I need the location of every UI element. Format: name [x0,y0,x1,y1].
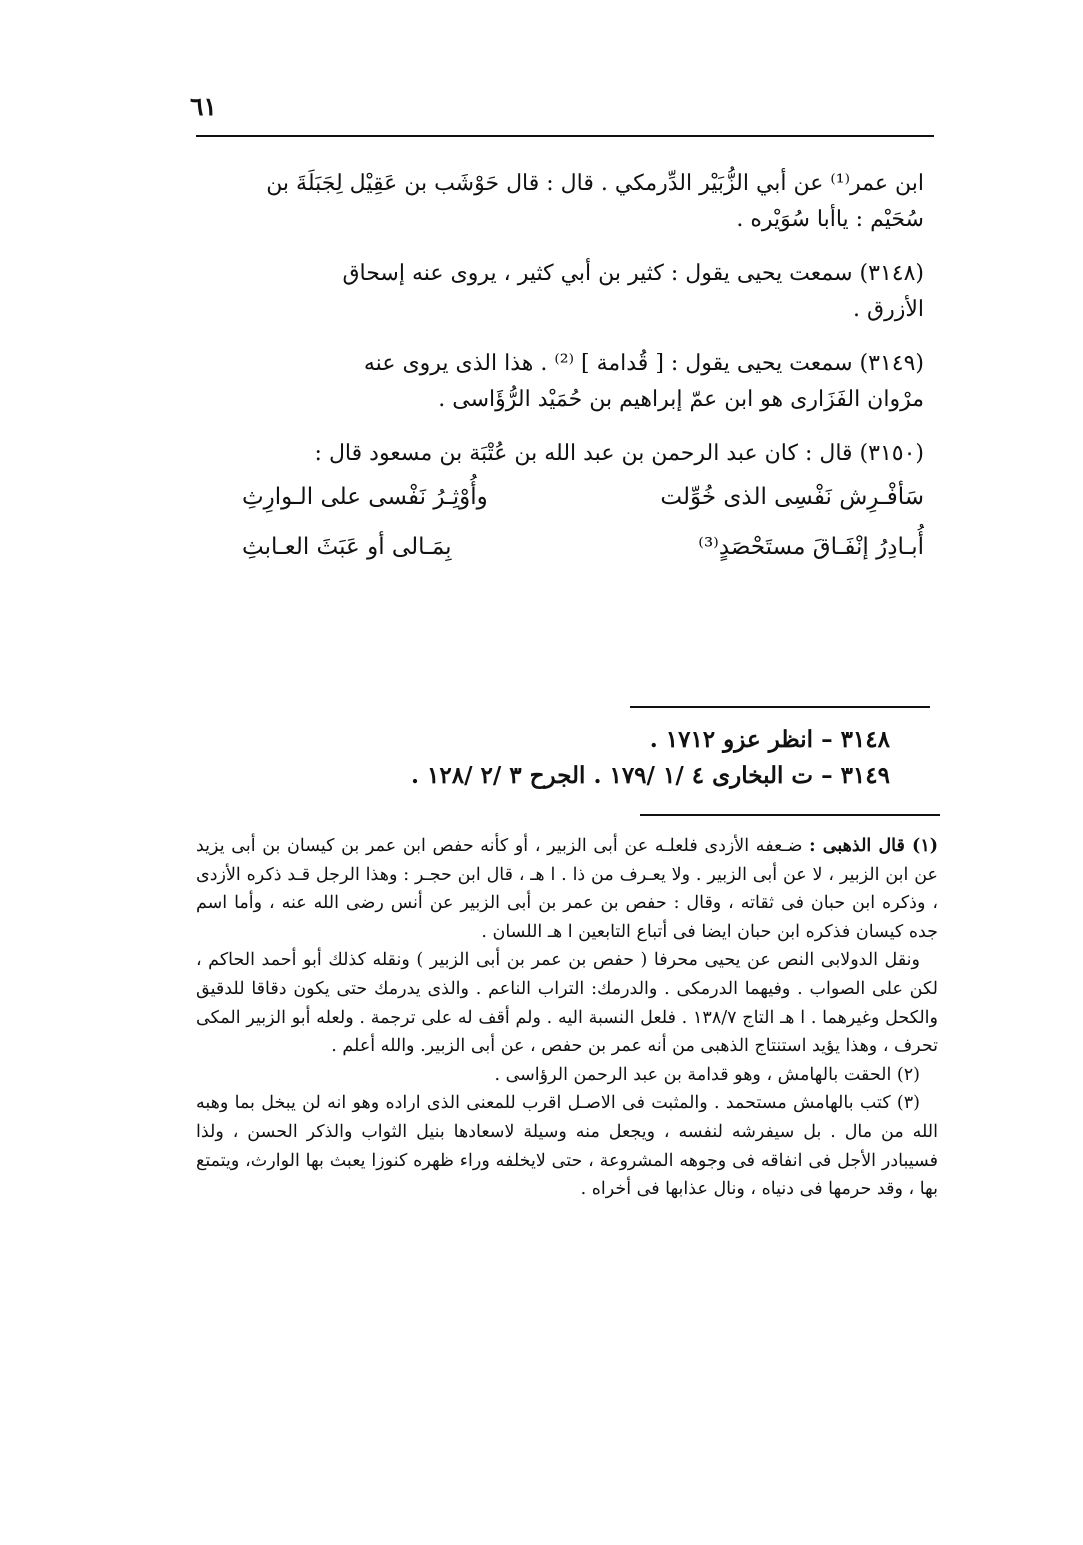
footnote-label: (١) قال الذهبى : [809,836,939,856]
text-line: سُحَيْم : ياأبا سُوَيْره . [736,207,924,232]
footnote-2: (٢) الحقت بالهامش ، وهو قدامة بن عبد الرحمن الرؤاسى . [494,1064,920,1085]
verse-hemistich: أُبـادِرُ إنْفَـاقَ مستَحْصَدٍ⁽³⁾ [698,534,924,560]
verse-line [242,472,924,522]
header-rule [196,135,934,137]
footnote-text: ضـعفه الأزدى فلعلـه عن أبى الزبير ، أو كأنه حفص ابن عمر بن كيسان بن أبى يزيد عن ابن الزبير ، لا عن أبى الزبير . ولا يعـرف من ذا . ا هـ ، قال ابن حجـر : وهذا الرجل قـد ذكره الأزدى ، وذكره ابن حبان فى ثقاته ، وقال : حفص بن عمر بن أبى الزبير عن أنس رضى الله عنه ، وأما اسم جده كيسان فذكره ابن حبان ايضا فى أتباع التابعين ا هـ اللسان . [196,836,938,942]
main-text [196,166,924,572]
footnotes-rule [640,814,940,816]
entry-3149 [196,346,924,418]
verse-hemistich: وأُوْثِـرُ نَفْسى على الـوارِثِ [242,484,488,510]
text-line: الأزرق . [853,297,924,322]
paragraph-continuation [196,166,924,238]
refs-rule [630,706,930,708]
text-line: (٣١٤٩) سمعت يحيى يقول : [ قُدامة ] ⁽²⁾ . هذا الذى يروى عنه [363,351,924,376]
text-line: ابن عمر⁽¹⁾ عن أبي الزُّبَيْر الدِّرمكي . قال : قال حَوْشَب بن عَقِيْل لِجَبَلَةَ بن [266,171,924,196]
verse-line [242,522,924,572]
page-number: ٦١ [190,92,217,121]
footnote-3: (٣) كتب بالهامش مستحمد . والمثبت فى الاصـل اقرب للمعنى الذى اراده وهو انه لن يبخل بما وهبه الله من مال . بل سيفرشه لنفسه ، ويجعل منه وسيلة لاسعادها بنيل الثواب والذكر الحسن ، ولذا فسيبادر الأجل فى انفاقه فى وجوهه المشروعة ، حتى لايخلفه وراء ظهره كنوزا يعبث بها الوارث، ويتمتع بها ، وقد حرمها فى دنياه ، ونال عذابها فى أخراه . [196,1093,938,1200]
reference-line: ٣١٤٨ – انظر عزو ١٧١٢ . [649,726,890,753]
reference-line: ٣١٤٩ – ت البخارى ٤ /١ /١٧٩ . الجرح ٣ /٢ /١٢٨ . [411,762,890,789]
references [360,722,890,794]
text-line: مرْوان الفَزَارى هو ابن عمّ إبراهيم بن حُمَيْد الرُّؤَاسى . [438,387,924,412]
text-line: (٣١٥٠) قال : كان عبد الرحمن بن عبد الله بن عُتْبَة بن مسعود قال : [314,441,924,466]
verse-hemistich: بِمَـالى أو عَبَثَ العـابثِ [242,534,452,560]
entry-3148 [196,256,924,328]
footnote-1 [196,832,938,946]
entry-3150 [196,436,924,572]
text-line: (٣١٤٨) سمعت يحيى يقول : كثير بن أبي كثير ، يروى عنه إسحاق [342,261,924,286]
footnote-1-continued: ونقل الدولابى النص عن يحيى محرفا ( حفص بن عمر بن أبى الزبير ) ونقله كذلك أبو أحمد الحاكم ، لكن على الصواب . وفيهما الدرمكى . والدرمك: التراب الناعم . والذى يدرمك حتى يكون دقاقا للدقيق والكحل وغيرهما . ا هـ التاج ١٣٨/٧ . فلعل النسبة اليه . ولم أقف له على ترجمة . ولعله أبو الزبير المكى تحرف ، وهذا يؤيد استنتاج الذهبى من أنه عمر بن حفص ، عن أبى الزبير. والله أعلم . [196,950,938,1057]
footnotes [196,832,938,1204]
verse-hemistich: سَأفْـرِش نَفْسِى الذى خُوِّلت [660,484,924,510]
